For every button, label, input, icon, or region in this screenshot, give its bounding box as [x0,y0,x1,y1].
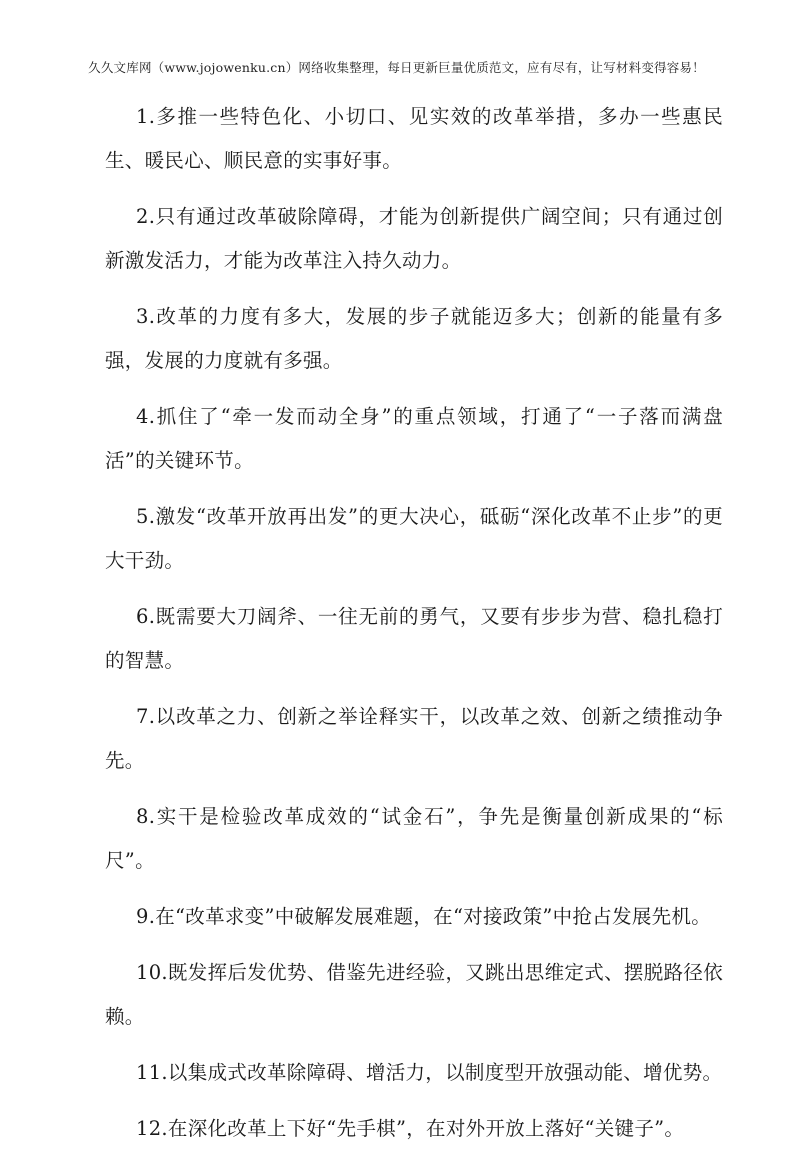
paragraph-2: 2.只有通过改革破除障碍，才能为创新提供广阔空间；只有通过创新激发活力，才能为改革注入持久动力。 [105,205,723,272]
paragraph-11: 11.以集成式改革除障碍、增活力，以制度型开放强动能、增优势。 [136,1061,723,1084]
paragraph-9: 9.在“改革求变”中破解发展难题，在“对接政策”中抢占发展先机。 [136,905,712,928]
paragraph-6: 6.既需要大刀阔斧、一往无前的勇气，又要有步步为营、稳扎稳打的智慧。 [105,605,723,672]
paragraph-10: 10.既发挥后发优势、借鉴先进经验，又跳出思维定式、摆脱路径依赖。 [105,961,723,1028]
paragraph-5: 5.激发“改革开放再出发”的更大决心，砥砺“深化改革不止步”的更大干劲。 [105,505,723,572]
document-body [105,95,723,1163]
paragraph-8: 8.实干是检验改革成效的“试金石”，争先是衡量创新成果的“标尺”。 [105,805,723,872]
paragraph-7: 7.以改革之力、创新之举诠释实干，以改革之效、创新之绩推动争先。 [105,705,723,772]
page-header: 久久文库网（www.jojowenku.cn）网络收集整理，每日更新巨量优质范文，应有尽有，让写材料变得容易！ [88,60,705,75]
paragraph-3: 3.改革的力度有多大，发展的步子就能迈多大；创新的能量有多强，发展的力度就有多强。 [105,305,723,372]
paragraph-4: 4.抓住了“牵一发而动全身”的重点领域，打通了“一子落而满盘活”的关键环节。 [105,405,723,472]
paragraph-12: 12.在深化改革上下好“先手棋”，在对外开放上落好“关键子”。 [136,1117,685,1140]
paragraph-1: 1.多推一些特色化、小切口、见实效的改革举措，多办一些惠民生、暖民心、顺民意的实事好事。 [105,105,723,172]
